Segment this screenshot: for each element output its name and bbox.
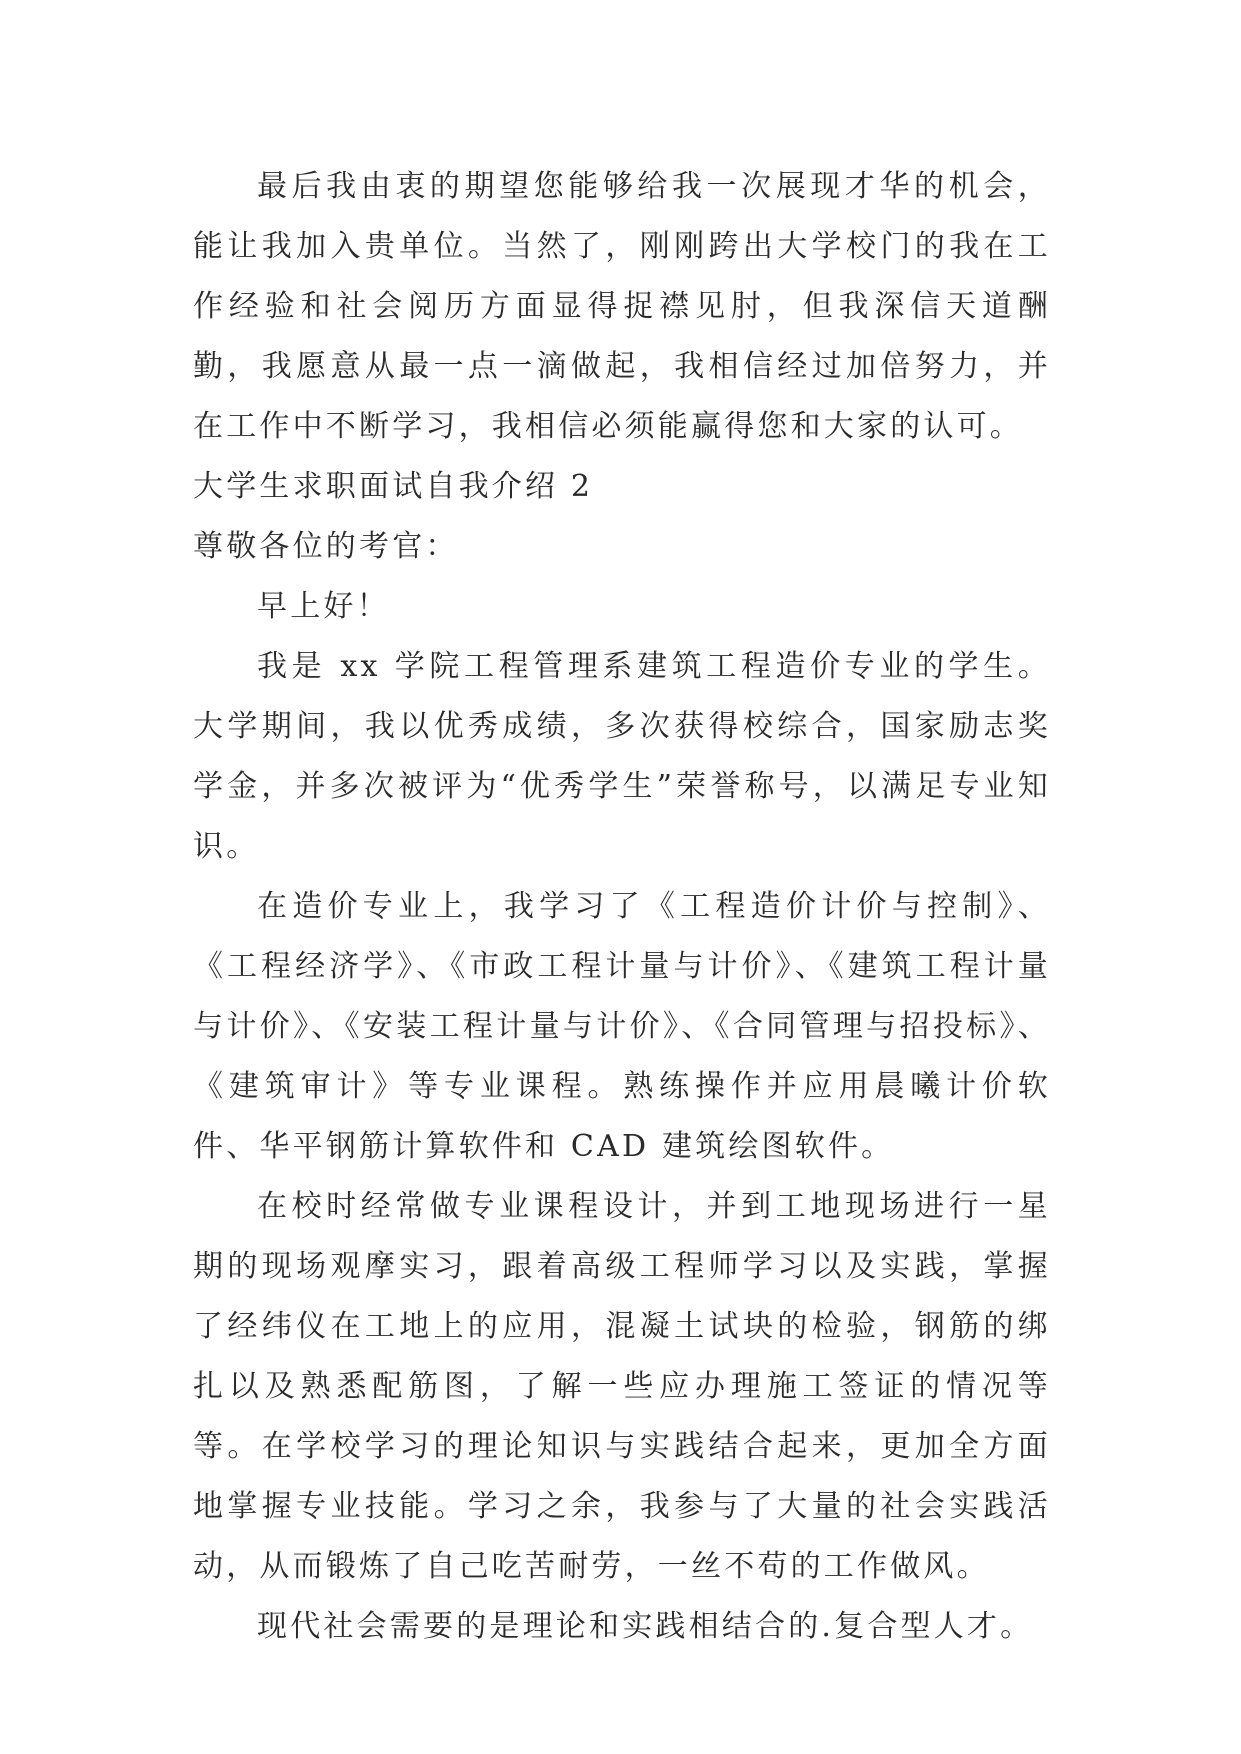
body-paragraph-courses: 在造价专业上，我学习了《工程造价计价与控制》、《工程经济学》、《市政工程计量与计价》、《建筑工程计量与计价》、《安装工程计量与计价》、《合同管理与招投标》、《建筑审计》等专业课程。熟练操作并应用晨曦计价软件、华平钢筋计算软件和 CAD 建筑绘图软件。 [193,889,1051,1164]
section-title: 大学生求职面试自我介绍 2 [193,469,594,504]
salutation: 尊敬各位的考官： [193,529,459,564]
body-paragraph-practice: 在校时经常做专业课程设计，并到工地现场进行一星期的现场观摩实习，跟着高级工程师学习以及实践，掌握了经纬仪在工地上的应用，混凝土试块的检验，钢筋的绑扎以及熟悉配筋图，了解一些应办理施工签证的情况等等。在学校学习的理论知识与实践结合起来，更加全方面地掌握专业技能。学习之余，我参与了大量的社会实践活动，从而锻炼了自己吃苦耐劳，一丝不苟的工作做风。 [193,1189,1051,1584]
body-paragraph-intro: 我是 xx 学院工程管理系建筑工程造价专业的学生。大学期间，我以优秀成绩，多次获得校综合，国家励志奖学金，并多次被评为“优秀学生”荣誉称号，以满足专业知识。 [193,649,1051,864]
closing-paragraph: 最后我由衷的期望您能够给我一次展现才华的机会，能让我加入贵单位。当然了，刚刚跨出大学校门的我在工作经验和社会阅历方面显得捉襟见肘，但我深信天道酬勤，我愿意从最一点一滴做起，我相信经过加倍努力，并在工作中不断学习，我相信必须能赢得您和大家的认可。 [193,169,1051,444]
document-body [193,157,1051,1657]
body-paragraph-society: 现代社会需要的是理论和实践相结合的.复合型人才。 [257,1609,1034,1644]
greeting: 早上好！ [257,589,390,624]
